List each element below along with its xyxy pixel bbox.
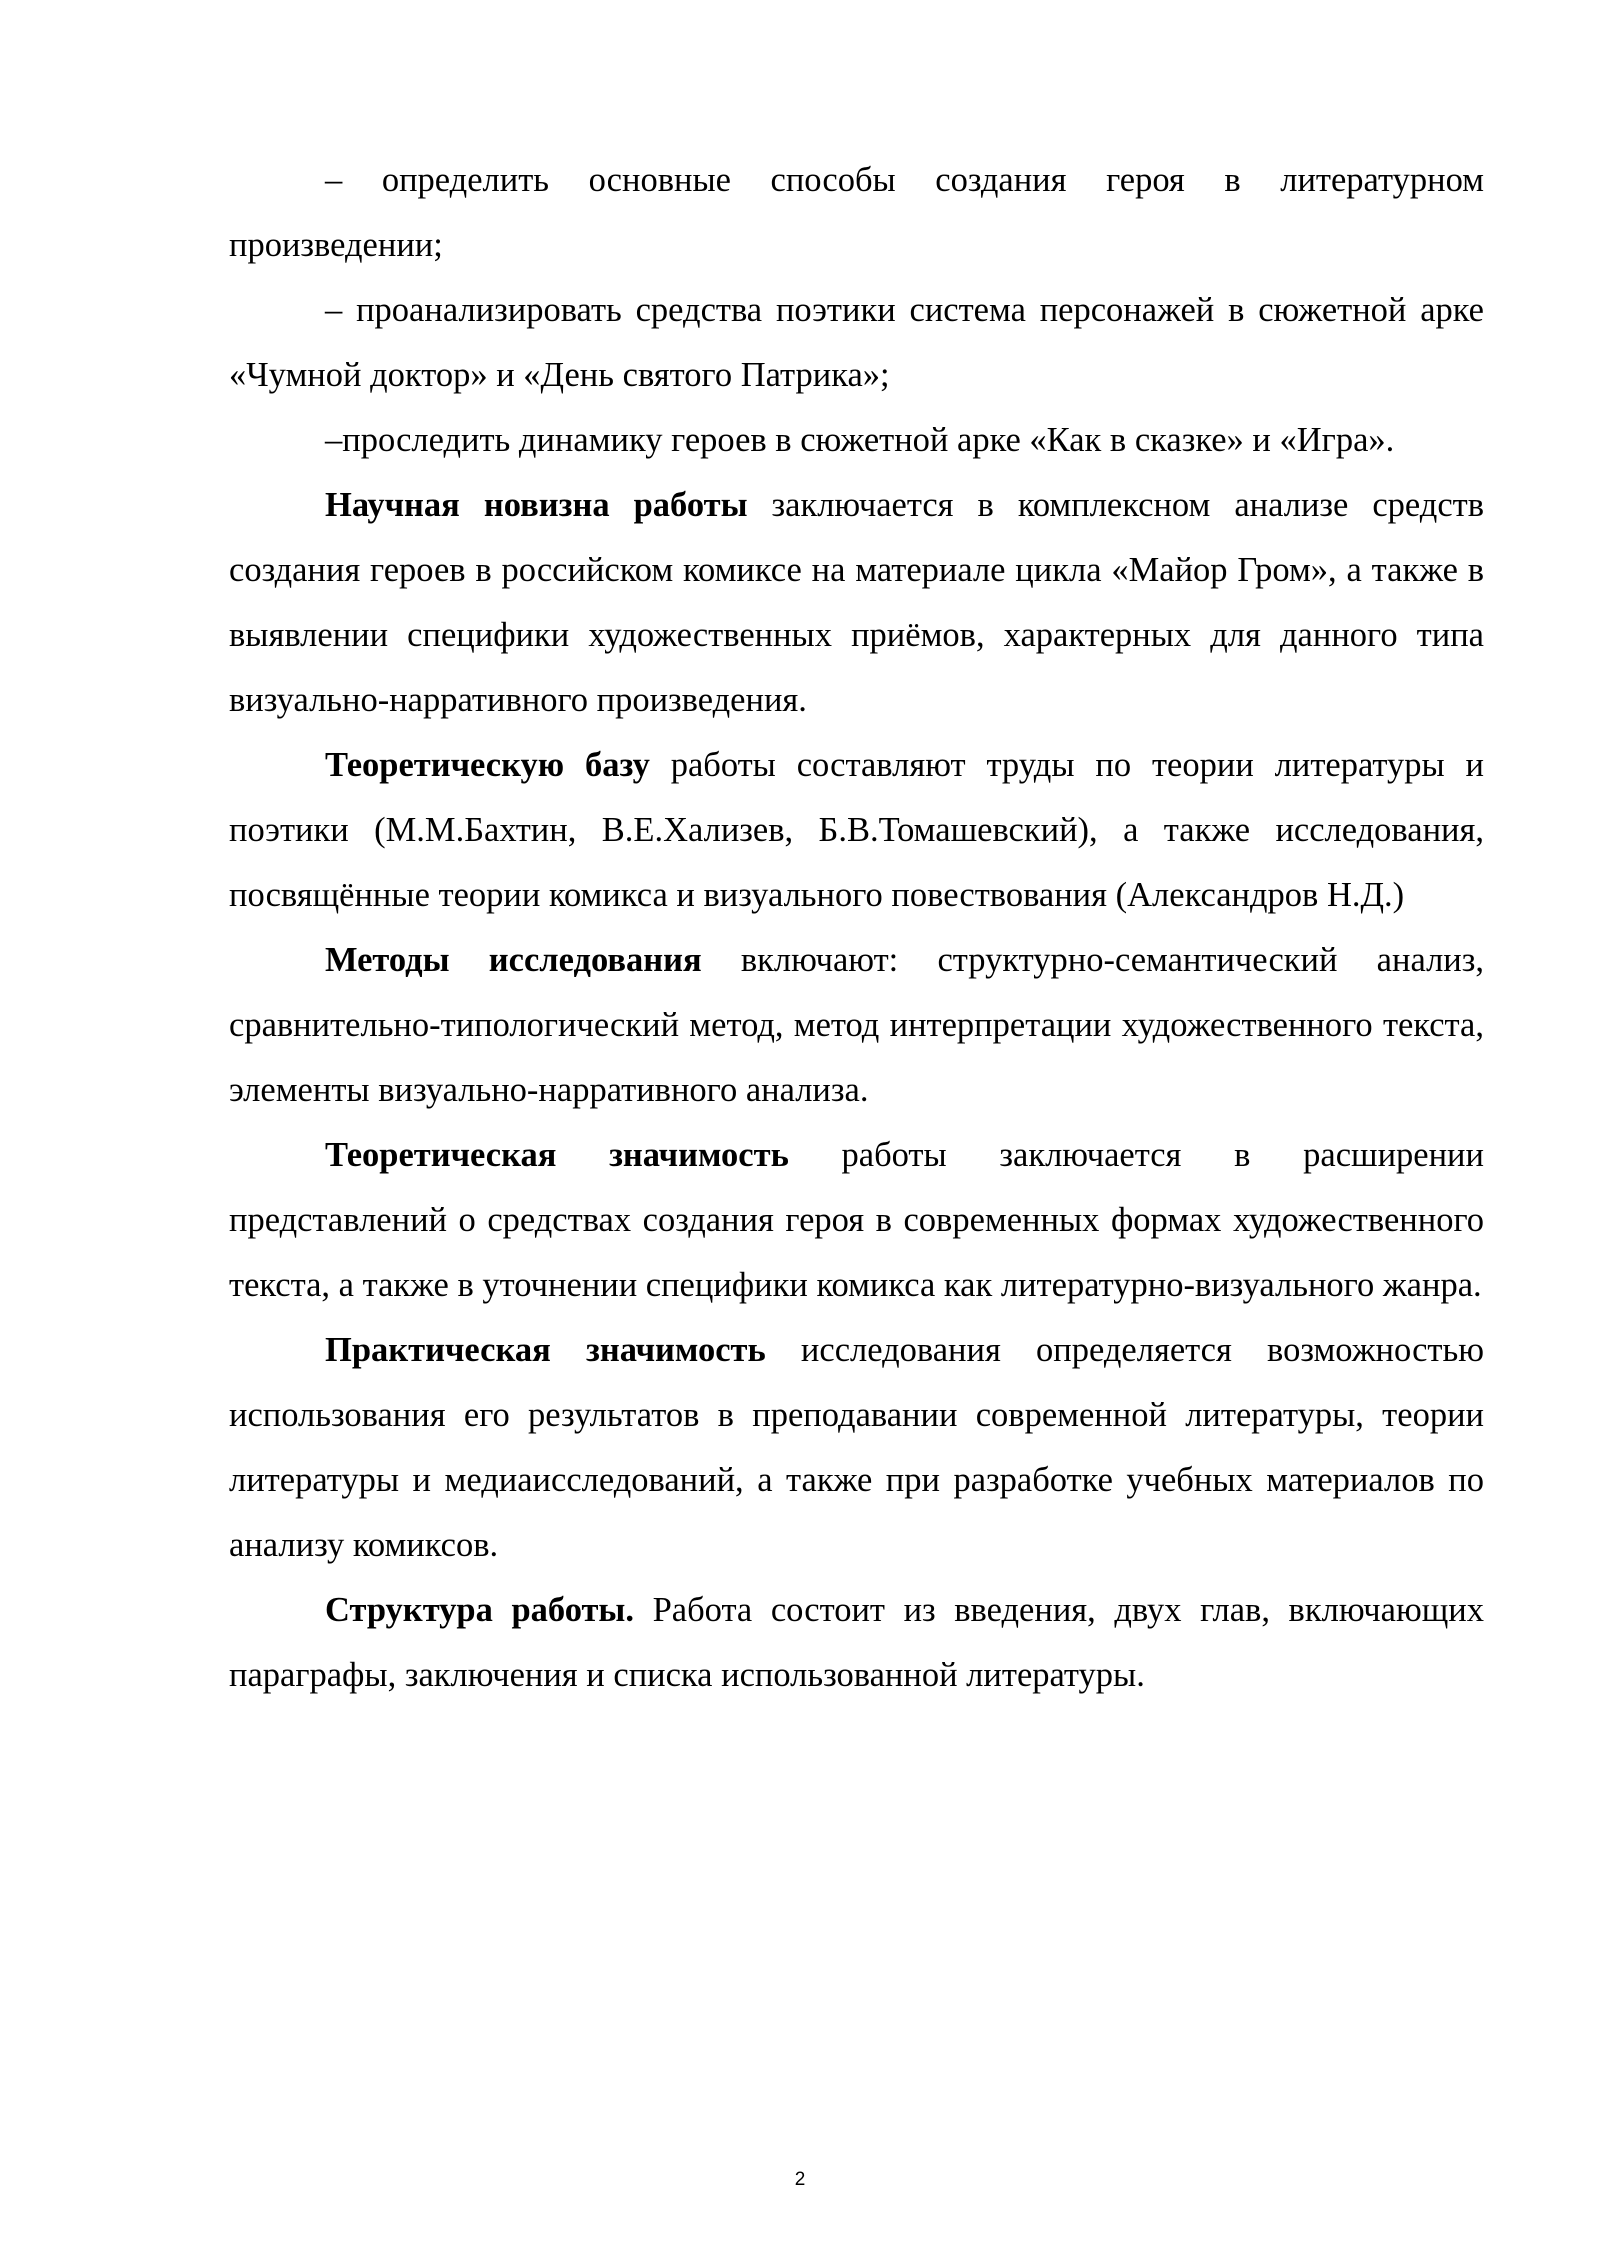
paragraph-research-methods: [229, 928, 1484, 1123]
heading-research-methods: Методы исследования: [325, 941, 702, 979]
text-theoretical-base: работы составляют труды по теории литературы и поэтики (М.М.Бахтин, В.Е.Хализев, Б.В.Томашевский), а также исследования, посвящённые теории комикса и визуального повествования (Александров Н.Д.): [229, 746, 1484, 914]
heading-theoretical-base: Теоретическую базу: [325, 746, 650, 784]
list-item-trace-dynamics: –проследить динамику героев в сюжетной арке «Как в сказке» и «Игра».: [325, 421, 1395, 459]
heading-theoretical-significance: Теоретическая значимость: [325, 1136, 789, 1174]
document-body: [229, 148, 1484, 1708]
heading-practical-significance: Практическая значимость: [325, 1331, 766, 1369]
text-research-methods: включают: структурно-семантический анализ, сравнительно-типологический метод, метод интерпретации художественного текста, элементы визуально-нарративного анализа.: [229, 941, 1484, 1109]
list-item-define-methods: – определить основные способы создания героя в литературном произведении;: [229, 161, 1484, 264]
text-theoretical-significance: работы заключается в расширении представлений о средствах создания героя в современных формах художественного текста, а также в уточнении специфики комикса как литературно-визуального жанра.: [229, 1136, 1484, 1304]
heading-scientific-novelty: Научная новизна работы: [325, 486, 748, 524]
paragraph-scientific-novelty: [229, 473, 1484, 733]
heading-work-structure: Структура работы.: [325, 1591, 634, 1629]
paragraph-theoretical-base: [229, 733, 1484, 928]
paragraph-theoretical-significance: [229, 1123, 1484, 1318]
paragraph-work-structure: [229, 1578, 1484, 1708]
page-number: 2: [794, 2169, 806, 2190]
text-scientific-novelty: заключается в комплексном анализе средств создания героев в российском комиксе на материале цикла «Майор Гром», а также в выявлении специфики художественных приёмов, характерных для данного типа визуально-нарративного произведения.: [229, 486, 1485, 719]
list-item-analyze-poetics: – проанализировать средства поэтики система персонажей в сюжетной арке «Чумной доктор» и «День святого Патрика»;: [229, 291, 1484, 394]
text-work-structure: Работа состоит из введения, двух глав, включающих параграфы, заключения и списка использованной литературы.: [229, 1591, 1484, 1694]
paragraph-practical-significance: [229, 1318, 1484, 1578]
text-practical-significance: исследования определяется возможностью использования его результатов в преподавании современной литературы, теории литературы и медиаисследований, а также при разработке учебных материалов по анализу комиксов.: [229, 1331, 1484, 1564]
